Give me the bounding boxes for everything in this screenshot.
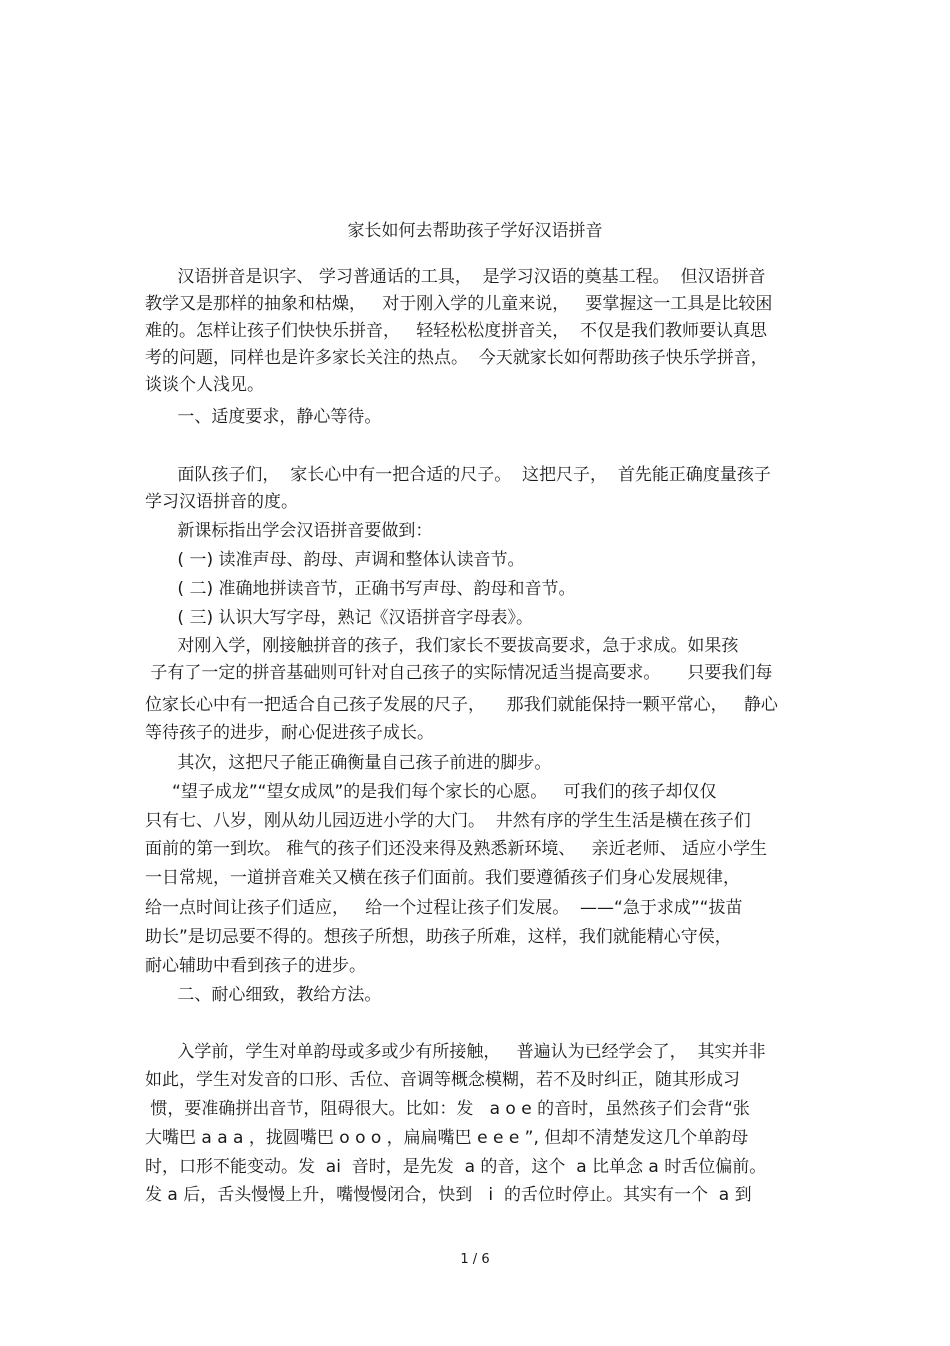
list-item: ( 二) 准确地拼读音节，正确书写声母、韵母和音节。	[145, 579, 576, 599]
section-heading: 二、耐心细致，教给方法。	[145, 985, 382, 1005]
paragraph-line: 谈谈个人浅见。	[145, 375, 264, 395]
paragraph-line: 一日常规，一道拼音难关又横在孩子们面前。我们要遵循孩子们身心发展规律，	[145, 868, 740, 888]
paragraph-line: 发 a 后，舌头慢慢上升，嘴慢慢闭合，快到 i 的舌位时停止。其实有一个 a 到	[145, 1185, 752, 1205]
paragraph-line: 助长”是切忌要不得的。想孩子所想，助孩子所难，这样，我们就能精心守侯，	[145, 927, 732, 947]
paragraph-line: 入学前，学生对单韵母或多或少有所接触， 普遍认为已经学会了， 其实并非	[145, 1042, 766, 1062]
paragraph-line: 子有了一定的拼音基础则可针对自己孩子的实际情况适当提高要求。 只要我们每	[145, 663, 773, 683]
list-item: ( 一) 读准声母、韵母、声调和整体认读音节。	[145, 550, 525, 570]
paragraph-line: 教学又是那样的抽象和枯燥， 对于刚入学的儿童来说， 要掌握这一工具是比较困	[145, 294, 773, 314]
paragraph-line: 学习汉语拼音的度。	[145, 492, 298, 512]
paragraph-line: 新课标指出学会汉语拼音要做到：	[145, 521, 433, 541]
paragraph-line: 考的问题，同样也是许多家长关注的热点。 今天就家长如何帮助孩子快乐学拼音，	[145, 348, 768, 368]
page-number: 1 / 6	[460, 1252, 490, 1267]
paragraph-line: “望子成龙”“望女成凤”的是我们每个家长的心愿。 可我们的孩子却仅仅	[145, 782, 717, 802]
paragraph-line: 只有七、八岁，刚从幼儿园迈进小学的大门。 井然有序的学生生活是横在孩子们	[145, 811, 751, 831]
paragraph-line: 对刚入学，刚接触拼音的孩子，我们家长不要拔高要求，急于求成。如果孩	[145, 636, 739, 656]
paragraph-line: 等待孩子的进步，耐心促进孩子成长。	[145, 723, 434, 743]
paragraph-line: 面前的第一到坎。 稚气的孩子们还没来得及熟悉新环境、 亲近老师、 适应小学生	[145, 839, 768, 859]
paragraph-line: 时，口形不能变动。发 ai 音时，是先发 a 的音，这个 a 比单念 a 时舌位偏前。	[145, 1157, 767, 1177]
paragraph-line: 难的。怎样让孩子们快快乐拼音， 轻轻松松度拼音关， 不仅是我们教师要认真思	[145, 321, 768, 341]
paragraph-line: 面队孩子们， 家长心中有一把合适的尺子。 这把尺子， 首先能正确度量孩子	[145, 465, 771, 485]
paragraph-line: 惯，要准确拼出音节，阻碍很大。比如：发 a o e 的音时，虽然孩子们会背“张	[145, 1099, 750, 1119]
paragraph-line: 耐心辅助中看到孩子的进步。	[145, 956, 366, 976]
paragraph-line: 其次，这把尺子能正确衡量自己孩子前进的脚步。	[145, 753, 552, 773]
paragraph-line: 如此，学生对发音的口形、舌位、音调等概念模糊，若不及时纠正，随其形成习	[145, 1070, 740, 1090]
paragraph-line: 位家长心中有一把适合自己孩子发展的尺子， 那我们就能保持一颗平常心， 静心	[145, 695, 778, 715]
paragraph-line: 汉语拼音是识字、 学习普通话的工具， 是学习汉语的奠基工程。 但汉语拼音	[145, 267, 766, 287]
list-item: ( 三) 认识大写字母，熟记《汉语拼音字母表》。	[145, 608, 533, 628]
document-title: 家长如何去帮助孩子学好汉语拼音	[347, 221, 603, 241]
section-heading: 一、适度要求，静心等待。	[145, 407, 382, 427]
paragraph-line: 给一点时间让孩子们适应， 给一个过程让孩子们发展。 ——“急于求成”“拔苗	[145, 898, 743, 918]
paragraph-line: 大嘴巴 a a a ，拢圆嘴巴 o o o ，扁扁嘴巴 e e e ”, 但却不清楚发这几个单韵母	[145, 1128, 749, 1148]
